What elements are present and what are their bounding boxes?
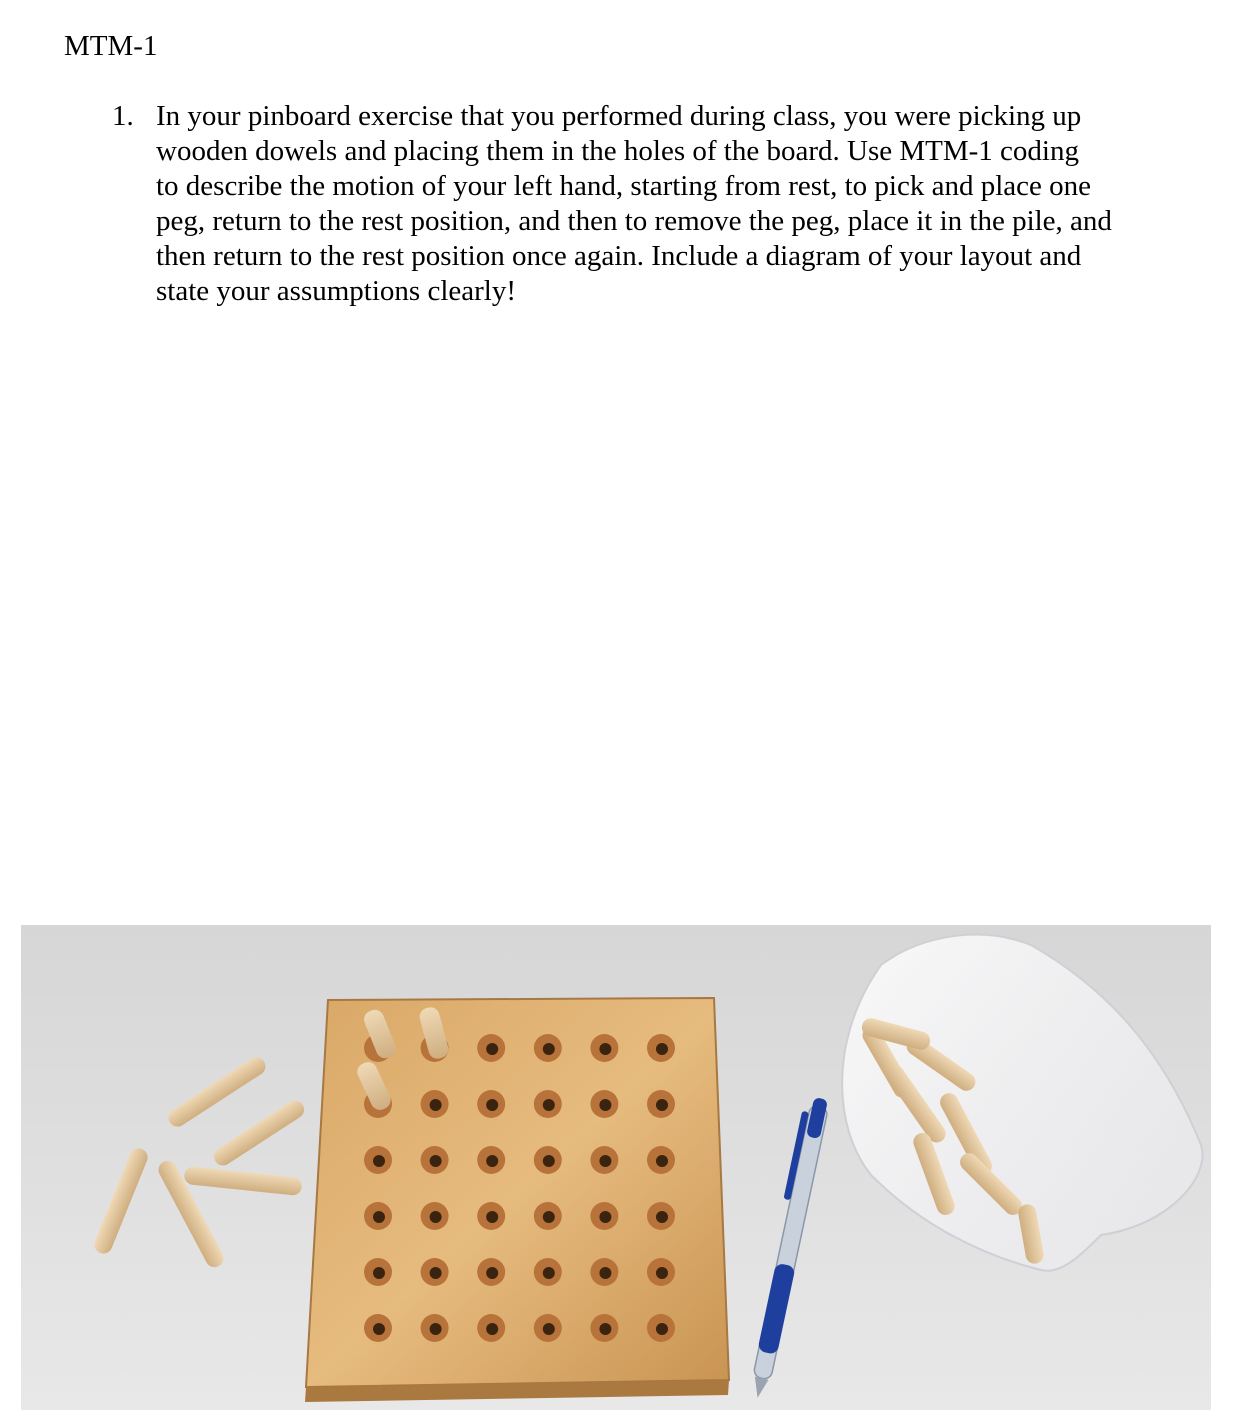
board-hole-depth xyxy=(599,1155,611,1167)
board-hole-depth xyxy=(656,1323,668,1335)
board-hole-depth xyxy=(430,1267,442,1279)
page-heading: MTM-1 xyxy=(64,30,158,62)
board-hole-depth xyxy=(599,1211,611,1223)
board-hole-depth xyxy=(656,1267,668,1279)
board-hole-depth xyxy=(599,1323,611,1335)
board-hole-depth xyxy=(373,1211,385,1223)
board-hole-depth xyxy=(486,1211,498,1223)
board-hole-depth xyxy=(486,1323,498,1335)
board-hole-depth xyxy=(486,1155,498,1167)
board-hole-depth xyxy=(599,1043,611,1055)
board-hole-depth xyxy=(373,1155,385,1167)
question-line: wooden dowels and placing them in the holes of the board. Use MTM-1 coding xyxy=(156,135,1079,167)
board-hole-depth xyxy=(656,1155,668,1167)
board-hole-depth xyxy=(599,1267,611,1279)
board-hole-depth xyxy=(543,1099,555,1111)
board-hole-depth xyxy=(656,1043,668,1055)
board-hole-depth xyxy=(430,1211,442,1223)
board-hole-depth xyxy=(543,1323,555,1335)
board-hole-depth xyxy=(486,1267,498,1279)
board-hole-depth xyxy=(543,1043,555,1055)
board-hole-depth xyxy=(430,1323,442,1335)
board-hole-depth xyxy=(486,1099,498,1111)
question-line: peg, return to the rest position, and then to remove the peg, place it in the pile, and xyxy=(156,205,1112,237)
question-line: state your assumptions clearly! xyxy=(156,275,516,307)
board-hole-depth xyxy=(656,1211,668,1223)
board-hole-depth xyxy=(430,1099,442,1111)
board-hole-depth xyxy=(599,1099,611,1111)
board-hole-depth xyxy=(656,1099,668,1111)
board-hole-depth xyxy=(430,1155,442,1167)
pinboard-photo-illustration xyxy=(21,925,1211,1410)
question-line: In your pinboard exercise that you performed during class, you were picking up xyxy=(156,100,1082,132)
question-line: then return to the rest position once again. Include a diagram of your layout and xyxy=(156,240,1082,272)
board-hole-depth xyxy=(543,1267,555,1279)
board-hole-depth xyxy=(486,1043,498,1055)
board-hole-depth xyxy=(543,1211,555,1223)
pinboard-photo xyxy=(21,925,1211,1410)
board-hole-depth xyxy=(543,1155,555,1167)
board-hole-depth xyxy=(373,1267,385,1279)
question-number: 1. xyxy=(112,100,134,132)
board-hole-depth xyxy=(373,1323,385,1335)
question-text xyxy=(156,99,1186,309)
question-line: to describe the motion of your left hand, starting from rest, to pick and place one xyxy=(156,170,1091,202)
